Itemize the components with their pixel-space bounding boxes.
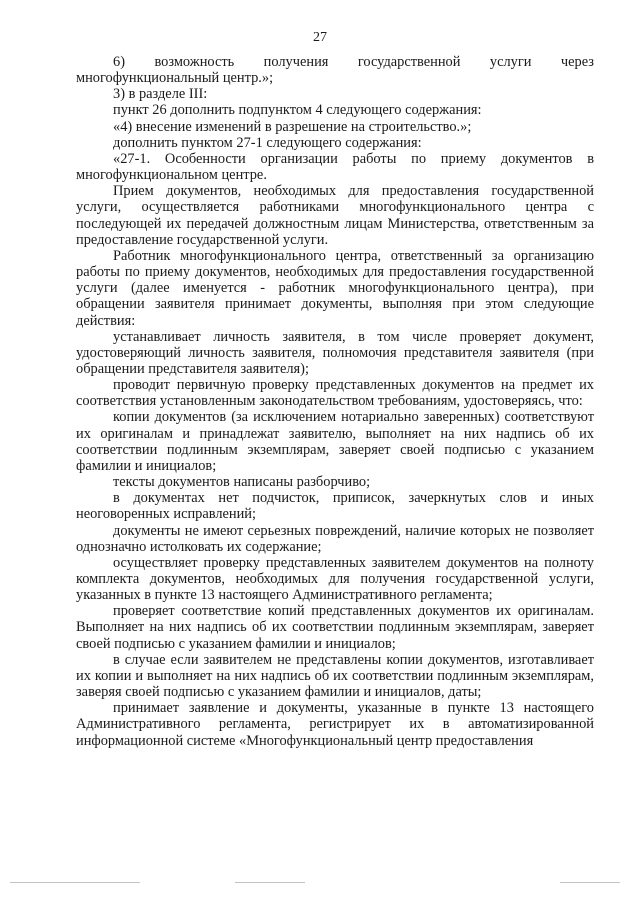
- paragraph: устанавливает личность заявителя, в том числе проверяет документ, удостоверяющий личность заявителя, полномочия представителя заявителя (при обращении представителя заявителя);: [76, 328, 594, 377]
- scan-edge-mark: [560, 882, 620, 883]
- paragraph: «4) внесение изменений в разрешение на строительство.»;: [113, 118, 472, 135]
- paragraph: Работник многофункционального центра, ответственный за организацию работы по приему документов, необходимых для предоставления государственной услуги (далее именуется - работник многофункционального центра), при обращении заявителя принимает документы, выполняя при этом следующие действия:: [76, 247, 594, 329]
- paragraph: осуществляет проверку представленных заявителем документов на полноту комплекта документов, необходимых для получения государственной услуги, указанных в пункте 13 настоящего Административного регламента;: [76, 554, 594, 604]
- paragraph: проводит первичную проверку представленных документов на предмет их соответствия установленным законодательством требованиям, удостоверяясь, что:: [76, 377, 594, 410]
- scan-edge-mark: [10, 882, 140, 883]
- paragraph: принимает заявление и документы, указанные в пункте 13 настоящего Административного регламента, регистрирует их в автоматизированной информационной системе «Многофункциональный центр предоставления: [76, 700, 594, 749]
- paragraph: «27-1. Особенности организации работы по приему документов в многофункциональном центре.: [76, 150, 594, 184]
- paragraph: копии документов (за исключением нотариально заверенных) соответствуют их оригиналам и принадлежат заявителю, выполняет на них надпись об их соответствии подлинным экземплярам, заверяет своей подписью с указанием фамилии и инициалов;: [76, 409, 594, 474]
- paragraph: документы не имеют серьезных повреждений, наличие которых не позволяет однозначно истолковать их содержание;: [76, 522, 594, 555]
- document-body: [76, 54, 594, 749]
- paragraph: 3) в разделе III:: [113, 86, 208, 103]
- paragraph: Прием документов, необходимых для предоставления государственной услуги, осуществляется работниками многофункционального центра с последующей их передачей должностным лицам Министерства, ответственным за предоставление государственной услуги.: [76, 183, 594, 248]
- paragraph: 6) возможность получения государственной услуги через многофункциональный центр.»;: [76, 54, 594, 87]
- page-number: 27: [313, 30, 327, 45]
- paragraph: проверяет соответствие копий представленных документов их оригиналам. Выполняет на них надпись об их соответствии подлинным экземплярам, заверяет своей подписью с указанием фамилии и инициалов;: [76, 603, 594, 652]
- scan-edge-mark: [235, 882, 305, 883]
- paragraph: тексты документов написаны разборчиво;: [113, 474, 371, 491]
- paragraph: в случае если заявителем не представлены копии документов, изготавливает их копии и выполняет на них надпись об их соответствии подлинным экземплярам, заверяя своей подписью с указанием фамилии и инициалов, даты;: [76, 651, 594, 701]
- paragraph: дополнить пунктом 27-1 следующего содержания:: [113, 134, 422, 151]
- paragraph: пункт 26 дополнить подпунктом 4 следующего содержания:: [113, 102, 482, 119]
- paragraph: в документах нет подчисток, приписок, зачеркнутых слов и иных неоговоренных исправлений;: [76, 490, 594, 523]
